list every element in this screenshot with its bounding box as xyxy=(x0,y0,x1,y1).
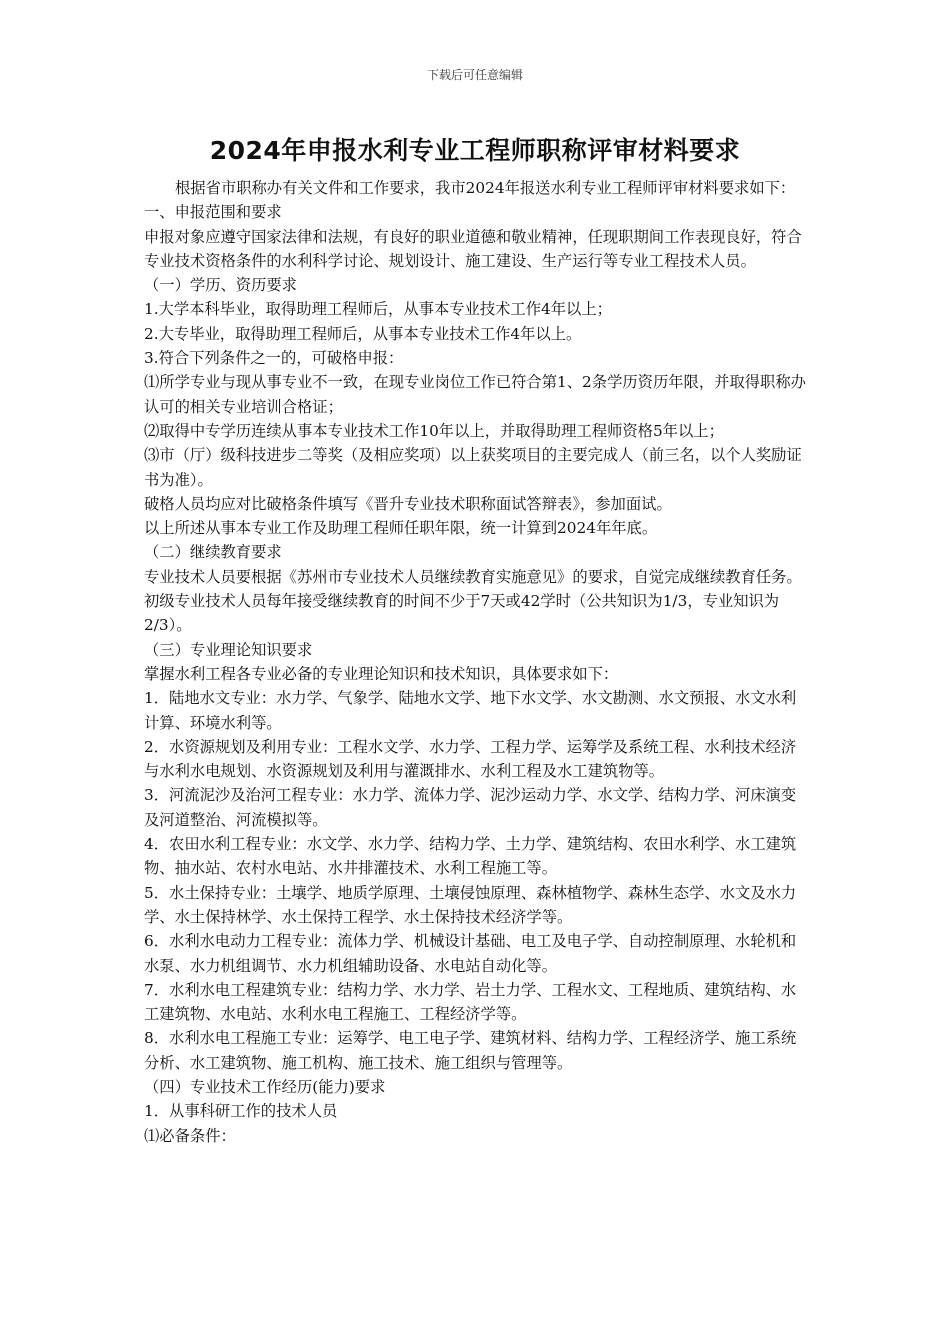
section-heading: 一、申报范围和要求 xyxy=(144,203,282,222)
list-item: ⑶市（厅）级科技进步二等奖（及相应奖项）以上获奖项目的主要完成人（前三名，以个人奖励证书为准）。 xyxy=(144,446,802,489)
paragraph: 以上所述从事本专业工作及助理工程师任职年限，统一计算到2024年年底。 xyxy=(144,519,658,538)
document-body xyxy=(144,176,808,1148)
subsection-heading: （二）继续教育要求 xyxy=(144,543,282,562)
list-item: ⑴必备条件： xyxy=(144,1126,236,1145)
list-item: 7．水利水电工程建筑专业：结构力学、水力学、岩土力学、工程水文、工程地质、建筑结构、水工建筑物、水电站、水利水电工程施工、工程经济学等。 xyxy=(144,980,797,1024)
paragraph: 掌握水利工程各专业必备的专业理论知识和技术知识，具体要求如下： xyxy=(144,664,619,683)
list-item: 5．水土保持专业：土壤学、地质学原理、土壤侵蚀原理、森林植物学、森林生态学、水文及水力学、水土保持林学、水土保持工程学、水土保持技术经济学等。 xyxy=(144,883,797,926)
document-title: 2024年申报水利专业工程师职称评审材料要求 xyxy=(209,136,741,165)
list-item: 1．从事科研工作的技术人员 xyxy=(144,1102,338,1121)
list-item: 1．陆地水文专业：水力学、气象学、陆地水文学、地下水文学、水文勘测、水文预报、水文水利计算、环境水利等。 xyxy=(144,689,797,732)
intro-paragraph: 根据省市职称办有关文件和工作要求，我市2024年报送水利专业工程师评审材料要求如下： xyxy=(175,179,796,197)
header-note: 下载后可任意编辑 xyxy=(426,68,523,82)
list-item: 2.大专毕业，取得助理工程师后，从事本专业技术工作4年以上。 xyxy=(144,324,582,343)
list-item: 3．河流泥沙及治河工程专业：水力学、流体力学、泥沙运动力学、水文学、结构力学、河床演变及河道整治、河流模拟等。 xyxy=(144,786,797,829)
subsection-heading: （三）专业理论知识要求 xyxy=(144,640,313,659)
list-item: 4．农田水利工程专业：水文学、水力学、结构力学、土力学、建筑结构、农田水利学、水工建筑物、抽水站、农村水电站、水井排灌技术、水利工程施工等。 xyxy=(144,835,797,878)
list-item: 8．水利水电工程施工专业：运筹学、电工电子学、建筑材料、结构力学、工程经济学、施工系统分析、水工建筑物、施工机构、施工技术、施工组织与管理等。 xyxy=(144,1029,797,1072)
paragraph: 破格人员均应对比破格条件填写《晋升专业技术职称面试答辩表》，参加面试。 xyxy=(144,494,672,513)
list-item: 2．水资源规划及利用专业：工程水文学、水力学、工程力学、运筹学及系统工程、水利技术经济与水利水电规划、水资源规划及利用与灌溉排水、水利工程及水工建筑物等。 xyxy=(144,737,797,781)
list-item: 3.符合下列条件之一的，可破格申报： xyxy=(144,349,404,368)
list-item: ⑴所学专业与现从事专业不一致，在现专业岗位工作已符合第1、2条学历资历年限，并取得职称办认可的相关专业培训合格证； xyxy=(144,373,806,416)
list-item: 6．水利水电动力工程专业：流体力学、机械设计基础、电工及电子学、自动控制原理、水轮机和水泵、水力机组调节、水力机组辅助设备、水电站自动化等。 xyxy=(144,932,797,975)
subsection-heading: （一）学历、资历要求 xyxy=(144,276,297,295)
subsection-heading: （四）专业技术工作经历(能力)要求 xyxy=(144,1077,386,1096)
paragraph: 申报对象应遵守国家法律和法规，有良好的职业道德和敬业精神，任现职期间工作表现良好，符合专业技术资格条件的水利科学讨论、规划设计、施工建设、生产运行等专业工程技术人员。 xyxy=(144,227,802,270)
paragraph: 专业技术人员要根据《苏州市专业技术人员继续教育实施意见》的要求，自觉完成继续教育任务。初级专业技术人员每年接受继续教育的时间不少于7天或42学时（公共知识为1/3，专业知识为2/3）。 xyxy=(144,567,802,635)
list-item: 1.大学本科毕业，取得助理工程师后，从事本专业技术工作4年以上； xyxy=(144,300,612,319)
list-item: ⑵取得中专学历连续从事本专业技术工作10年以上，并取得助理工程师资格5年以上； xyxy=(144,421,724,440)
